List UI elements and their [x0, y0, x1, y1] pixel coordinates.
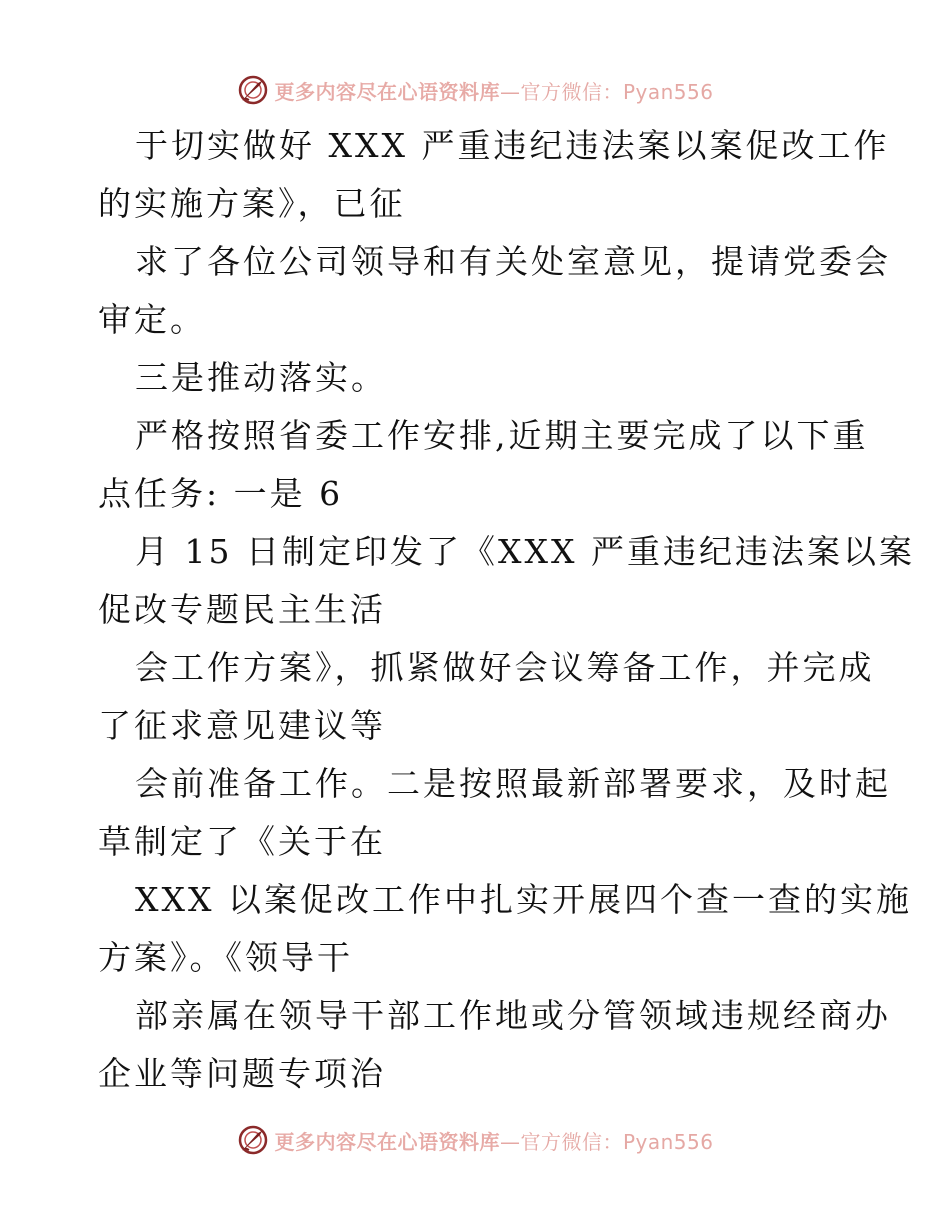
text-line: 审定。 [98, 300, 206, 339]
quill-pen-circle-icon [236, 1123, 270, 1157]
header-watermark [0, 70, 950, 110]
text-line: 促改专题民主生活 [98, 590, 386, 629]
text-line: 求了各位公司领导和有关处室意见，提请党委会 [135, 242, 891, 281]
text-line: 草制定了《关于在 [98, 822, 386, 861]
watermark-main: 更多内容尽在心语资料库 [274, 79, 500, 104]
footer-watermark [0, 1120, 950, 1160]
text-line: 严格按照省委工作安排,近期主要完成了以下重 [135, 416, 869, 455]
text-line: 了征求意见建议等 [98, 706, 386, 745]
text-line: XXX 以案促改工作中扎实开展四个查一查的实施 [135, 880, 912, 919]
watermark-text [274, 76, 713, 105]
watermark-main: 更多内容尽在心语资料库 [274, 1129, 500, 1154]
text-line: 会前准备工作。二是按照最新部署要求，及时起 [135, 764, 891, 803]
text-line: 部亲属在领导干部工作地或分管领域违规经商办 [135, 996, 891, 1035]
text-line: 于切实做好 XXX 严重违纪违法案以案促改工作 [135, 126, 890, 165]
text-line: 会工作方案》，抓紧做好会议筹备工作，并完成 [135, 648, 875, 687]
watermark-rest: —官方微信：Pyan556 [499, 1129, 714, 1154]
watermark-rest: —官方微信：Pyan556 [499, 79, 714, 104]
text-line: 企业等问题专项治 [98, 1054, 386, 1093]
text-line: 点任务: 一是 6 [98, 474, 344, 513]
text-line: 方案》。《领导干 [98, 938, 353, 977]
watermark-text [274, 1126, 713, 1155]
text-line: 月 15 日制定印发了《XXX 严重违纪违法案以案 [135, 532, 915, 571]
text-line: 的实施方案》，已征 [98, 184, 406, 223]
text-line: 三是推动落实。 [135, 358, 387, 397]
quill-pen-circle-icon [236, 73, 270, 107]
